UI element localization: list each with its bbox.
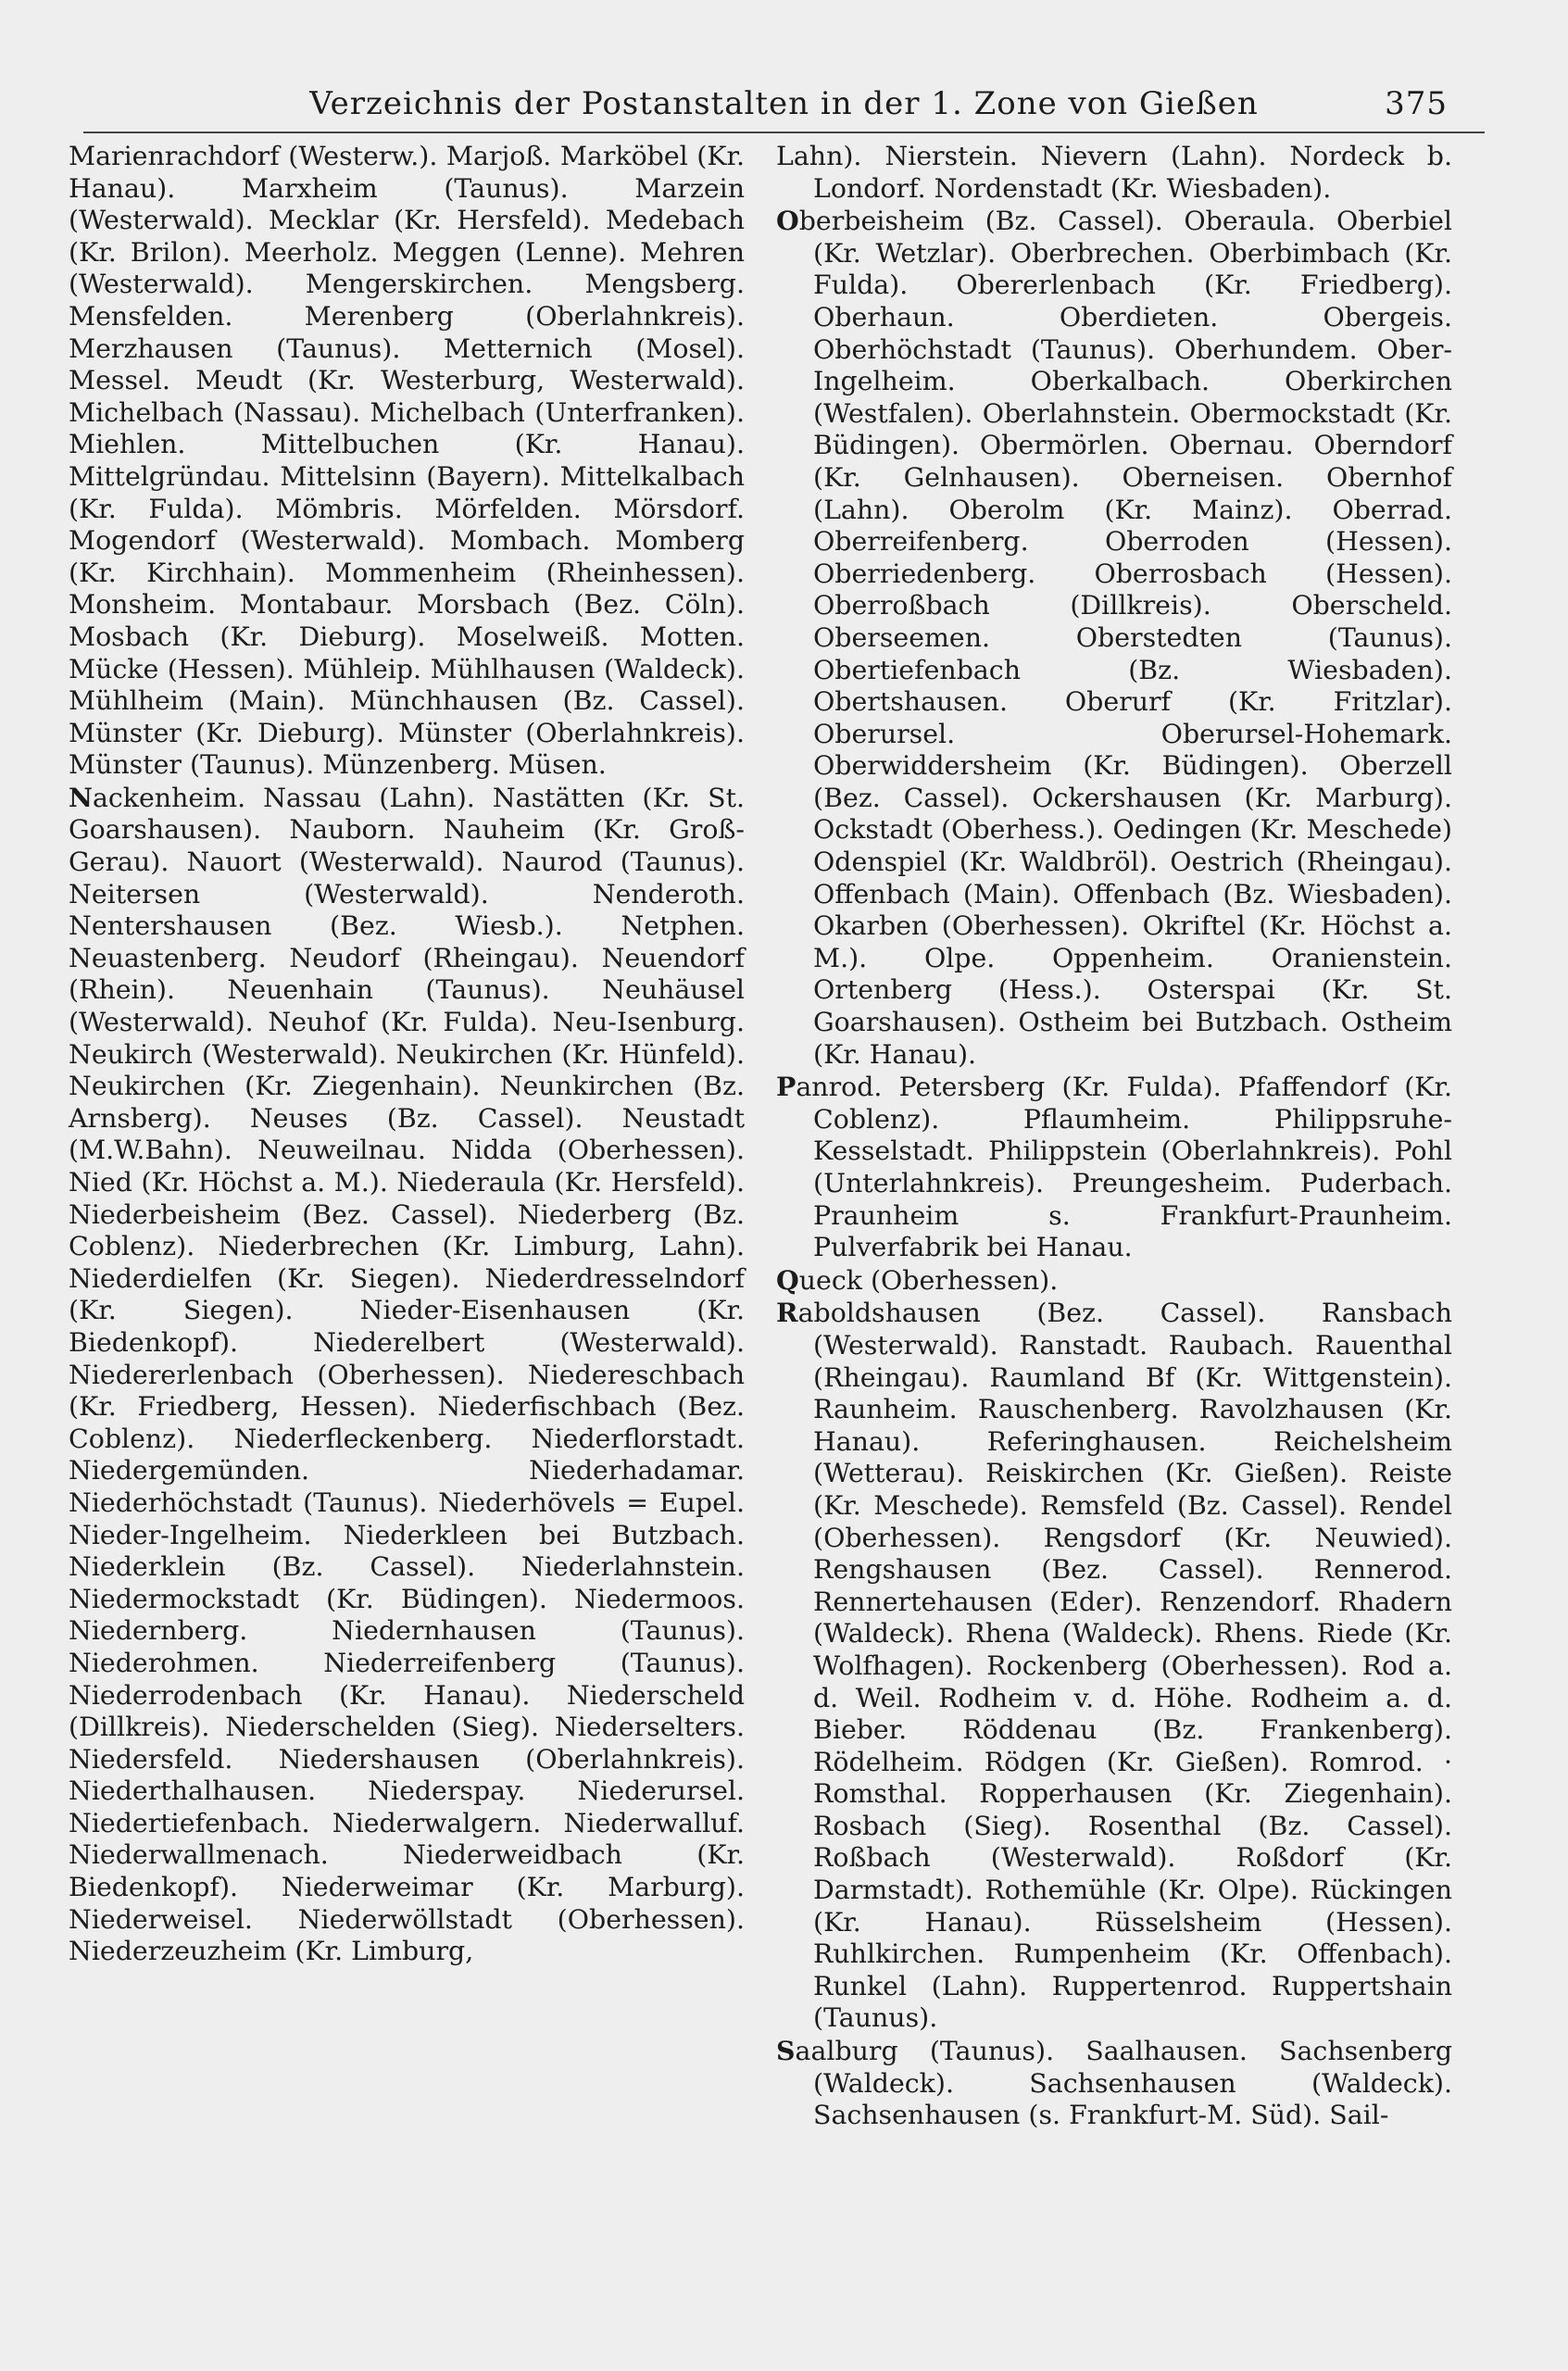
place-list-text: Marienrachdorf (Westerw.). Marjoß. Marköbel (Kr. Hanau). Marxheim (Taunus). Marzein (Westerwald). Mecklar (Kr. Hersfeld). Medebach (Kr. Brilon). Meerholz. Meggen (Lenne). Mehren (Westerwald). Mengerskirchen. Mengsberg. Mensfelden. Merenberg (Oberlahnkreis). Merzhausen (Taunus). Metternich (Mosel). Messel. Meudt (Kr. Westerburg, Westerwald). Michelbach (Nassau). Michelbach (Unterfranken). Miehlen. Mittelbuchen (Kr. Hanau). Mittelgründau. Mittelsinn (Bayern). Mittelkalbach (Kr. Fulda). Mömbris. Mörfelden. Mörsdorf. Mogendorf (Westerwald). Mombach. Momberg (Kr. Kirchhain). Mommenheim (Rheinhessen). Monsheim. Montabaur. Morsbach (Bez. Cöln). Mosbach (Kr. Dieburg). Moselweiß. Motten. Mücke (Hessen). Mühleip. Mühlhausen (Waldeck). Mühlheim (Main). Münchhausen (Bz. Cassel). Münster (Kr. Dieburg). Münster (Oberlahnkreis). Münster (Taunus). Münzenberg. Müsen. <box>69 141 745 781</box>
section-initial: R <box>776 1297 798 1329</box>
place-list-text: ueck (Oberhessen). <box>798 1264 1059 1296</box>
letter-section <box>69 141 745 782</box>
section-initial: Q <box>776 1263 799 1296</box>
place-list-text: ackenheim. Nassau (Lahn). Nastätten (Kr. St. Goarshausen). Nauborn. Nauheim (Kr. Groß-Gerau). Nauort (Westerwald). Naurod (Taunus). Neitersen (Westerwald). Nenderoth. Nentershausen (Bez. Wiesb.). Netphen. Neuastenberg. Neudorf (Rheingau). Neuendorf (Rhein). Neuenhain (Taunus). Neuhäusel (Westerwald). Neuhof (Kr. Fulda). Neu-Isenburg. Neukirch (Westerwald). Neukirchen (Kr. Hünfeld). Neukirchen (Kr. Ziegenhain). Neunkirchen (Bz. Arnsberg). Neuses (Bz. Cassel). Neustadt (M.W.Bahn). Neuweilnau. Nidda (Oberhessen). Nied (Kr. Höchst a. M.). Niederaula (Kr. Hersfeld). Niederbeisheim (Bez. Cassel). Niederberg (Bz. Coblenz). Niederbrechen (Kr. Limburg, Lahn). Niederdielfen (Kr. Siegen). Niederdresselndorf (Kr. Siegen). Nieder-Eisenhausen (Kr. Biedenkopf). Niederelbert (Westerwald). Niedererlenbach (Oberhessen). Niedereschbach (Kr. Friedberg, Hessen). Niederfischbach (Bez. Coblenz). Niederfleckenberg. Niederflorstadt. Niedergemünden. Niederhadamar. Niederhöchstadt (Taunus). Niederhövels = Eupel. Nieder-Ingelheim. Niederkleen bei Butzbach. Niederklein (Bz. Cassel). Niederlahnstein. Niedermockstadt (Kr. Büdingen). Niedermoos. Niedernberg. Niedernhausen (Taunus). Niederohmen. Niederreifenberg (Taunus). Niederrodenbach (Kr. Hanau). Niederscheld (Dillkreis). Niederschelden (Sieg). Niederselters. Niedersfeld. Niedershausen (Oberlahnkreis). Niederthalhausen. Niederspay. Niederursel. Niedertiefenbach. Niederwalgern. Niederwalluf. Niederwallmenach. Niederweidbach (Kr. Biedenkopf). Niederweimar (Kr. Marburg). Niederweisel. Niederwöllstadt (Oberhessen). Niederzeuzheim (Kr. Limburg, <box>69 782 745 1967</box>
letter-section <box>776 1264 1452 1298</box>
letter-section <box>69 782 745 1968</box>
page-header <box>83 85 1485 133</box>
right-column <box>776 141 1452 2132</box>
letter-section <box>776 205 1452 1071</box>
letter-section <box>776 1297 1452 2035</box>
section-initial: O <box>776 205 799 237</box>
place-list-text: anrod. Petersberg (Kr. Fulda). Pfaffendorf (Kr. Coblenz). Pflaumheim. Philippsruhe-Kesselstadt. Philippstein (Oberlahnkreis). Pohl (Unterlahnkreis). Preungesheim. Puderbach. Praunheim s. Frankfurt-Praunheim. Pulverfabrik bei Hanau. <box>796 1072 1452 1263</box>
letter-section <box>776 141 1452 205</box>
left-column <box>69 141 745 1968</box>
section-initial: N <box>69 781 93 813</box>
section-initial: P <box>776 1071 797 1103</box>
section-initial: S <box>776 2035 796 2067</box>
place-list-text: aboldshausen (Bez. Cassel). Ransbach (Westerwald). Ranstadt. Raubach. Rauenthal (Rheingau). Raumland Bf (Kr. Wittgenstein). Raunheim. Rauschenberg. Ravolzhausen (Kr. Hanau). Referinghausen. Reichelsheim (Wetterau). Reiskirchen (Kr. Gießen). Reiste (Kr. Meschede). Remsfeld (Bz. Cassel). Rendel (Oberhessen). Rengsdorf (Kr. Neuwied). Rengshausen (Bez. Cassel). Rennerod. Rennertehausen (Eder). Renzendorf. Rhadern (Waldeck). Rhena (Waldeck). Rhens. Riede (Kr. Wolfhagen). Rockenberg (Oberhessen). Rod a. d. Weil. Rodheim v. d. Höhe. Rodheim a. d. Bieber. Röddenau (Bz. Frankenberg). Rödelheim. Rödgen (Kr. Gießen). Romrod. · Romsthal. Ropperhausen (Kr. Ziegenhain). Rosbach (Sieg). Rosenthal (Bz. Cassel). Roßbach (Westerwald). Roßdorf (Kr. Darmstadt). Rothemühle (Kr. Olpe). Rückingen (Kr. Hanau). Rüsselsheim (Hessen). Ruhlkirchen. Rumpenheim (Kr. Offenbach). Runkel (Lahn). Ruppertenrod. Ruppertshain (Taunus). <box>797 1298 1452 2034</box>
letter-section <box>776 2035 1452 2132</box>
place-list-text: aalburg (Taunus). Saalhausen. Sachsenberg (Waldeck). Sachsenhausen (Waldeck). Sachsenhausen (s. Frankfurt-M. Süd). Sail- <box>795 2036 1452 2131</box>
page-number: 375 <box>1385 85 1448 122</box>
place-list-text: Lahn). Nierstein. Nievern (Lahn). Nordeck b. Londorf. Nordenstadt (Kr. Wiesbaden). <box>776 141 1452 204</box>
place-list-text: berbeisheim (Bz. Cassel). Oberaula. Oberbiel (Kr. Wetzlar). Oberbrechen. Oberbimbach (Kr. Fulda). Obererlenbach (Kr. Friedberg). Oberhaun. Oberdieten. Obergeis. Oberhöchstadt (Taunus). Oberhundem. Ober-Ingelheim. Oberkalbach. Oberkirchen (Westfalen). Oberlahnstein. Obermockstadt (Kr. Büdingen). Obermörlen. Obernau. Oberndorf (Kr. Gelnhausen). Oberneisen. Obernhof (Lahn). Oberolm (Kr. Mainz). Oberrad. Oberreifenberg. Oberroden (Hessen). Oberriedenberg. Oberrosbach (Hessen). Oberroßbach (Dillkreis). Oberscheld. Oberseemen. Oberstedten (Taunus). Obertiefenbach (Bz. Wiesbaden). Obertshausen. Oberurf (Kr. Fritzlar). Oberursel. Oberursel-Hohemark. Oberwiddersheim (Kr. Büdingen). Oberzell (Bez. Cassel). Ockershausen (Kr. Marburg). Ockstadt (Oberhess.). Oedingen (Kr. Meschede) Odenspiel (Kr. Waldbröl). Oestrich (Rheingau). Offenbach (Main). Offenbach (Bz. Wiesbaden). Okarben (Oberhessen). Okriftel (Kr. Höchst a. M.). Olpe. Oppenheim. Oranienstein. Ortenberg (Hess.). Osterspai (Kr. St. Goarshausen). Ostheim bei Butzbach. Ostheim (Kr. Hanau). <box>798 206 1452 1070</box>
letter-section <box>776 1071 1452 1264</box>
running-title: Verzeichnis der Postanstalten in der 1. Zone von Gießen <box>309 85 1259 122</box>
